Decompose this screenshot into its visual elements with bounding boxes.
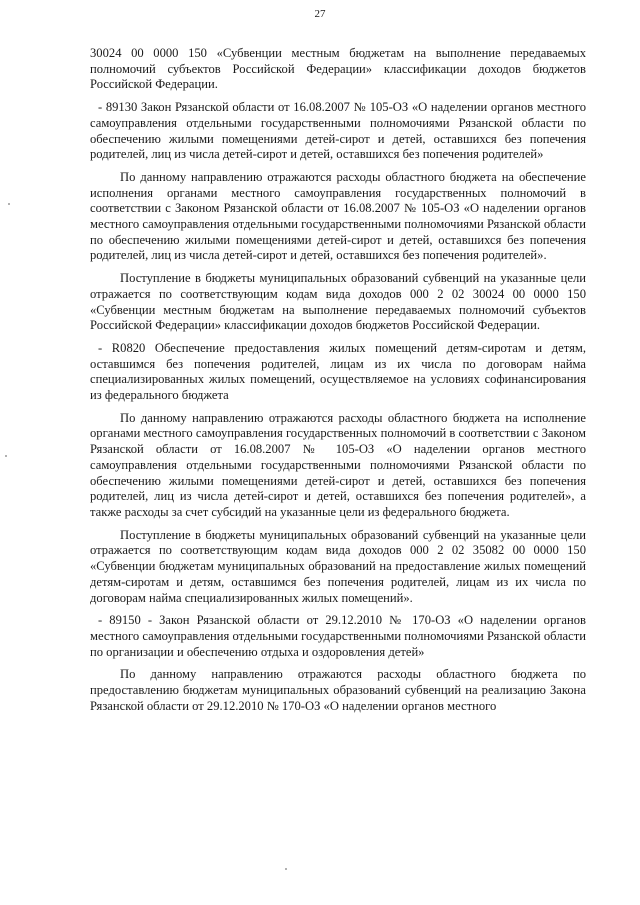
paragraph-2: - 89130 Закон Рязанской области от 16.08.2007 № 105-ОЗ «О наделении органов местного самоуправления отдельными государственными полномочиями Рязанской области по обеспечению жилыми помещениями детей-сирот и детей, оставшихся без попечения родителей, лиц из числа детей-сирот и детей, оставшихся без попечения родителей»: [90, 100, 586, 162]
scan-speck: [5, 455, 7, 457]
paragraph-6: По данному направлению отражаются расходы областного бюджета на исполнение органами местного самоуправления государственных полномочий в соответствии с Законом Рязанской области от 16.08.2007 № 105-ОЗ «О наделении органов местного самоуправления отдельными государственными полномочиями Рязанской области по обеспечению жилыми помещениями детей-сирот и детей, оставшихся без попечения родителей, лиц из числа детей-сирот и детей, оставшихся без попечения родителей», а также расходы за счет субсидий на указанные цели из федерального бюджета.: [90, 410, 587, 519]
scan-speck: [285, 868, 287, 870]
paragraph-9: По данному направлению отражаются расходы областного бюджета по предоставлению бюджетам муниципальных образований субвенций на реализацию Закона Рязанской области от 29.12.2010 № 170-ОЗ «О наделении органов местного: [90, 667, 586, 713]
paragraph-1: 30024 00 0000 150 «Субвенции местным бюджетам на выполнение передаваемых полномочий субъектов Российской Федерации» классификации доходов бюджетов Российской Федерации.: [90, 46, 586, 92]
page-number: 27: [314, 8, 326, 20]
paragraph-4: Поступление в бюджеты муниципальных образований субвенций на указанные цели отражается по соответствующим кодам вида доходов 000 2 02 30024 00 0000 150 «Субвенции местным бюджетам на выполнение передаваемых полномочий субъектов Российской Федерации» классификации доходов бюджетов Российской Федерации.: [90, 271, 586, 333]
document-body: [90, 46, 586, 721]
paragraph-7: Поступление в бюджеты муниципальных образований субвенций на указанные цели отражается по соответствующим кодам вида доходов 000 2 02 35082 00 0000 150 «Субвенции бюджетам муниципальных образований на предоставление жилых помещений детям-сиротам и детям, оставшимся без попечения родителей, лицам из их числа по договорам найма специализированных жилых помещений».: [90, 527, 586, 605]
paragraph-3: По данному направлению отражаются расходы областного бюджета на обеспечение исполнения органами местного самоуправления государственных полномочий в соответствии с Законом Рязанской области от 16.08.2007 № 105-ОЗ «О наделении органов местного самоуправления отдельными государственными полномочиями Рязанской области по обеспечению жилыми помещениями детей-сирот и детей, оставшихся без попечения родителей, лиц из числа детей-сирот и детей, оставшихся без попечения родителей».: [90, 169, 586, 263]
paragraph-5: - R0820 Обеспечение предоставления жилых помещений детям-сиротам и детям, оставшимся без попечения родителей, лицам из их числа по договорам найма специализированных жилых помещений, осуществляемое на условиях софинансирования из федерального бюджета: [90, 340, 586, 403]
scan-speck: [8, 203, 10, 205]
paragraph-8: - 89150 - Закон Рязанской области от 29.12.2010 № 170-ОЗ «О наделении органов местного самоуправления отдельными государственными полномочиями Рязанской области по организации и обеспечению отдыха и оздоровления детей»: [90, 613, 586, 659]
